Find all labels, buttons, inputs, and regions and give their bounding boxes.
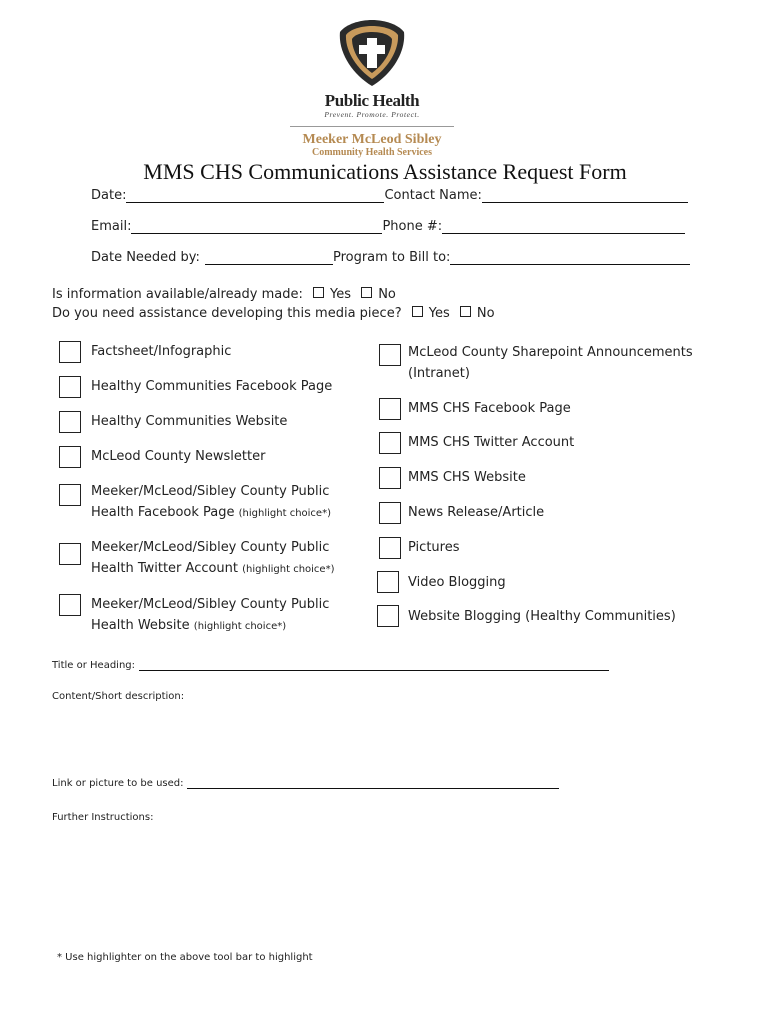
email-label: Email: (91, 219, 132, 234)
date-line[interactable] (126, 188, 384, 203)
assistance-yes-label: Yes (428, 306, 450, 321)
email-line[interactable] (131, 219, 382, 234)
option-checkbox[interactable] (59, 376, 81, 398)
option-checkbox[interactable] (59, 446, 81, 468)
available-no-checkbox[interactable] (361, 287, 372, 298)
available-question-text: Is information available/already made: (52, 287, 303, 302)
assistance-yes-checkbox[interactable] (412, 306, 423, 317)
option-label: Meeker/McLeod/Sibley County Public Health Twitter Account (highlight choice*) (91, 540, 335, 576)
date-needed-label: Date Needed by: (91, 250, 200, 265)
option-label: News Release/Article (408, 505, 545, 520)
option-label: Video Blogging (408, 575, 506, 590)
option-checkbox[interactable] (379, 432, 401, 454)
content-label: Content/Short description: (52, 691, 185, 702)
option-label: Website Blogging (Healthy Communities) (408, 609, 676, 624)
date-field[interactable] (91, 188, 688, 203)
title-heading-label: Title or Heading: (52, 660, 135, 671)
option-checkbox[interactable] (379, 344, 401, 366)
option-label: McLeod County Sharepoint Announcements (Intranet) (408, 345, 693, 381)
program-bill-label: Program to Bill to: (332, 250, 451, 265)
date-label: Date: (91, 188, 127, 203)
available-yes-label: Yes (330, 287, 352, 302)
option-label: Factsheet/Infographic (91, 344, 232, 359)
brand-block (290, 92, 454, 159)
title-heading-line[interactable] (139, 660, 609, 671)
public-health-logo-icon (338, 18, 406, 88)
further-instructions-label: Further Instructions: (52, 812, 154, 823)
option-label: McLeod County Newsletter (91, 449, 266, 464)
link-line[interactable] (187, 778, 559, 789)
option-checkbox[interactable] (379, 398, 401, 420)
option-label: Meeker/McLeod/Sibley County Public Health Website (highlight choice*) (91, 597, 330, 633)
org-name: Meeker McLeod Sibley (302, 132, 442, 147)
option-checkbox[interactable] (379, 467, 401, 489)
assistance-no-checkbox[interactable] (460, 306, 471, 317)
program-bill-line[interactable] (450, 250, 690, 265)
option-checkbox[interactable] (377, 605, 399, 627)
option-checkbox[interactable] (379, 502, 401, 524)
email-field[interactable] (91, 219, 685, 234)
option-label: Pictures (408, 540, 460, 555)
brand-divider (290, 126, 454, 127)
title-heading-field[interactable] (52, 660, 609, 671)
option-label: MMS CHS Website (408, 470, 526, 485)
option-label: MMS CHS Twitter Account (408, 435, 575, 450)
date-needed-line[interactable] (205, 250, 333, 265)
link-field[interactable] (52, 778, 559, 789)
brand-tagline: Prevent. Promote. Protect. (324, 110, 420, 119)
option-label: Healthy Communities Facebook Page (91, 379, 333, 394)
option-checkbox[interactable] (377, 571, 399, 593)
available-no-label: No (378, 287, 396, 302)
assistance-question (52, 306, 495, 321)
footnote: * Use highlighter on the above tool bar to highlight (57, 952, 313, 963)
option-label: Meeker/McLeod/Sibley County Public Health Facebook Page (highlight choice*) (91, 484, 331, 520)
option-label: MMS CHS Facebook Page (408, 401, 571, 416)
form-title: MMS CHS Communications Assistance Request Form (143, 159, 627, 184)
available-question (52, 287, 396, 302)
link-label: Link or picture to be used: (52, 778, 184, 789)
assistance-question-text: Do you need assistance developing this media piece? (52, 306, 402, 321)
assistance-no-label: No (476, 306, 495, 321)
option-checkbox[interactable] (59, 484, 81, 506)
contact-name-line[interactable] (482, 188, 688, 203)
option-checkbox[interactable] (59, 543, 81, 565)
option-checkbox[interactable] (59, 411, 81, 433)
available-yes-checkbox[interactable] (313, 287, 324, 298)
phone-line[interactable] (442, 219, 685, 234)
option-checkbox[interactable] (59, 594, 81, 616)
option-checkbox[interactable] (379, 537, 401, 559)
option-label: Healthy Communities Website (91, 414, 288, 429)
org-subtitle: Community Health Services (312, 147, 432, 158)
contact-name-label: Contact Name: (384, 188, 482, 203)
date-needed-field[interactable] (91, 250, 690, 265)
option-checkbox[interactable] (59, 341, 81, 363)
brand-name: Public Health (324, 91, 420, 110)
phone-label: Phone #: (382, 219, 443, 234)
